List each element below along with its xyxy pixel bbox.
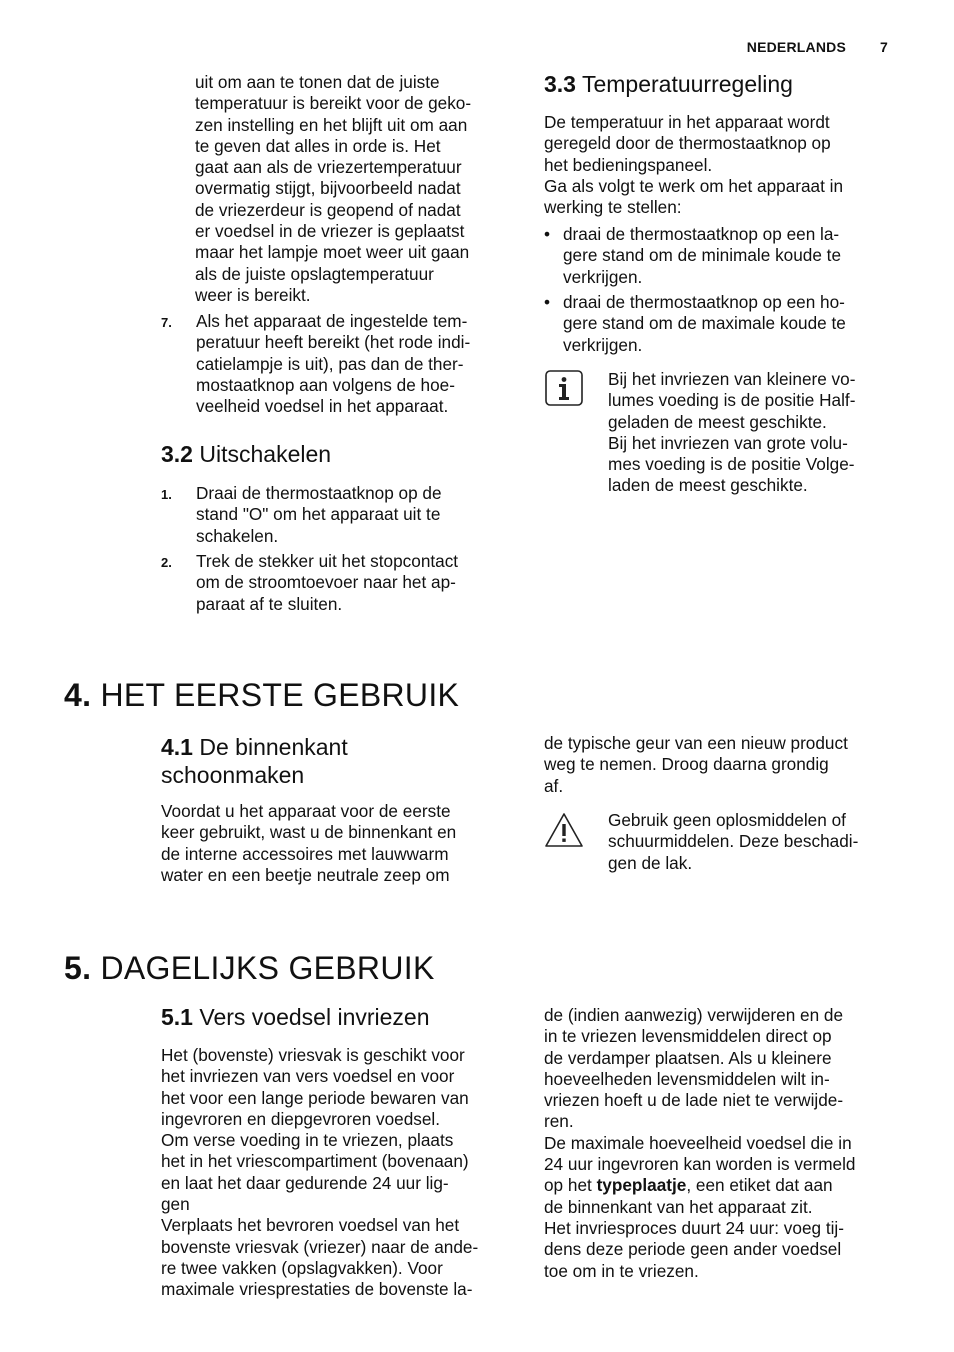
list-number: 2. bbox=[161, 555, 172, 570]
section-title: Vers voedsel invriezen bbox=[199, 1004, 430, 1030]
section-heading-3-3 bbox=[544, 70, 793, 98]
bullet-text: draai de thermostaatknop op een ho- gere stand om de maximale koude te verkrijgen. bbox=[563, 292, 846, 355]
temperature-intro: De temperatuur in het apparaat wordt geregeld door de thermostaatknop op het bedieningspaneel. Ga als volgt te werk om het apparaat in werking te stellen: bbox=[544, 112, 844, 218]
list-item-text: Trek de stekker uit het stopcontact om de stroomtoevoer naar het ap- paraat af te sluiten. bbox=[196, 551, 459, 614]
list-number: 1. bbox=[161, 487, 172, 502]
freezing-paragraph-left: Het (bovenste) vriesvak is geschikt voor het invriezen van vers voedsel en voor het voor een lange periode bewaren van ingevroren en diepgevroren voedsel. Om verse voeding in te vriezen, plaats het in het vriescompartiment (bovenaan) en laat het daar gedurende 24 uur lig- gen Verplaats het bevroren voedsel van het bovenste vriesvak (vriezer) naar de ande- re twee vakken (opslagvakken). Voor maximale vriesprestaties de bovenste la- bbox=[161, 1045, 479, 1300]
section-heading-5-1 bbox=[161, 1003, 430, 1031]
warning-icon bbox=[544, 812, 584, 848]
step-1 bbox=[161, 483, 526, 549]
info-icon bbox=[545, 370, 583, 406]
bullet-item bbox=[544, 292, 904, 358]
section-title: De binnenkant schoonmaken bbox=[161, 734, 348, 788]
language-label: NEDERLANDS bbox=[746, 39, 846, 55]
chapter-number: 4. bbox=[64, 677, 92, 713]
bullet-glyph: • bbox=[544, 224, 551, 244]
page-header bbox=[747, 39, 888, 55]
list-item-text: Als het apparaat de ingestelde tem- peratuur heeft bereikt (het rode indi- catielampje is uit), pas dan de ther- mostaatknop aan volgens de hoe- veelheid voedsel in het apparaat. bbox=[196, 311, 471, 417]
list-number: 7. bbox=[161, 315, 172, 330]
cleaning-paragraph-left: Voordat u het apparaat voor de eerste keer gebruikt, wast u de binnenkant en de interne accessoires met lauwwarm water en een beetje neutrale zeep om bbox=[161, 801, 457, 885]
list-item-7 bbox=[161, 311, 526, 421]
list-item-text: Draai de thermostaatknop op de stand "O" om het apparaat uit te schakelen. bbox=[196, 483, 442, 546]
bullet-glyph: • bbox=[544, 292, 551, 312]
section-number: 5.1 bbox=[161, 1004, 193, 1030]
cleaning-paragraph-right: de typische geur van een nieuw product weg te nemen. Droog daarna grondig af. bbox=[544, 733, 848, 796]
warning-note-text: Gebruik geen oplosmiddelen of schuurmiddelen. Deze beschadi- gen de lak. bbox=[608, 810, 859, 873]
step-2 bbox=[161, 551, 526, 617]
chapter-title: DAGELIJKS GEBRUIK bbox=[100, 950, 435, 986]
section-number: 4.1 bbox=[161, 734, 193, 760]
chapter-heading-5 bbox=[64, 949, 435, 987]
freezing-text-part-2: , een etiket dat aan de binnenkant van het apparaat zit. Het invriesproces duurt 24 uur: voeg tij- dens deze periode geen ander voedsel toe om in te vriezen. bbox=[544, 1175, 844, 1281]
section-title: Temperatuurregeling bbox=[581, 71, 793, 97]
freezing-text-part-1: de (indien aanwezig) verwijderen en de in te vriezen levensmiddelen direct op de verdamper plaatsen. Als u kleinere hoeveelheden levensmiddelen wilt in- vriezen hoeft u de lade niet te verwijde- ren. De maximale hoeveelheid voedsel die in 24 uur ingevroren kan worden is vermeld op het bbox=[544, 1005, 856, 1196]
section-number: 3.2 bbox=[161, 441, 193, 467]
bullet-text: draai de thermostaatknop op een la- gere stand om de minimale koude te verkrijgen. bbox=[563, 224, 842, 287]
chapter-number: 5. bbox=[64, 950, 92, 986]
bullet-item bbox=[544, 224, 904, 290]
section-heading-4-1 bbox=[161, 733, 521, 789]
section-heading-3-2 bbox=[161, 440, 331, 468]
section-number: 3.3 bbox=[544, 71, 576, 97]
freezing-paragraph-right bbox=[544, 1005, 914, 1282]
continuation-paragraph: uit om aan te tonen dat de juiste temperatuur is bereikt voor de geko- zen instelling en het blijft uit om aan te geven dat alles in orde is. Het gaat aan als de vriezertemperatuur overmatig stijgt, bijvoorbeeld nadat de vriezerdeur is geopend of nadat er voedsel in de vriezer is geplaatst maar het lampje moet weer uit gaan als de juiste opslagtemperatuur weer is bereikt. bbox=[195, 72, 472, 305]
page-number: 7 bbox=[880, 39, 888, 55]
chapter-title: HET EERSTE GEBRUIK bbox=[100, 677, 460, 713]
rating-plate-term: typeplaatje bbox=[596, 1175, 687, 1196]
info-note-text: Bij het invriezen van kleinere vo- lumes voeding is de positie Half- geladen de meest geschikte. Bij het invriezen van grote volu- mes voeding is de positie Volge- laden de meest geschikte. bbox=[608, 369, 856, 496]
section-title: Uitschakelen bbox=[199, 441, 332, 467]
chapter-heading-4 bbox=[64, 676, 459, 714]
